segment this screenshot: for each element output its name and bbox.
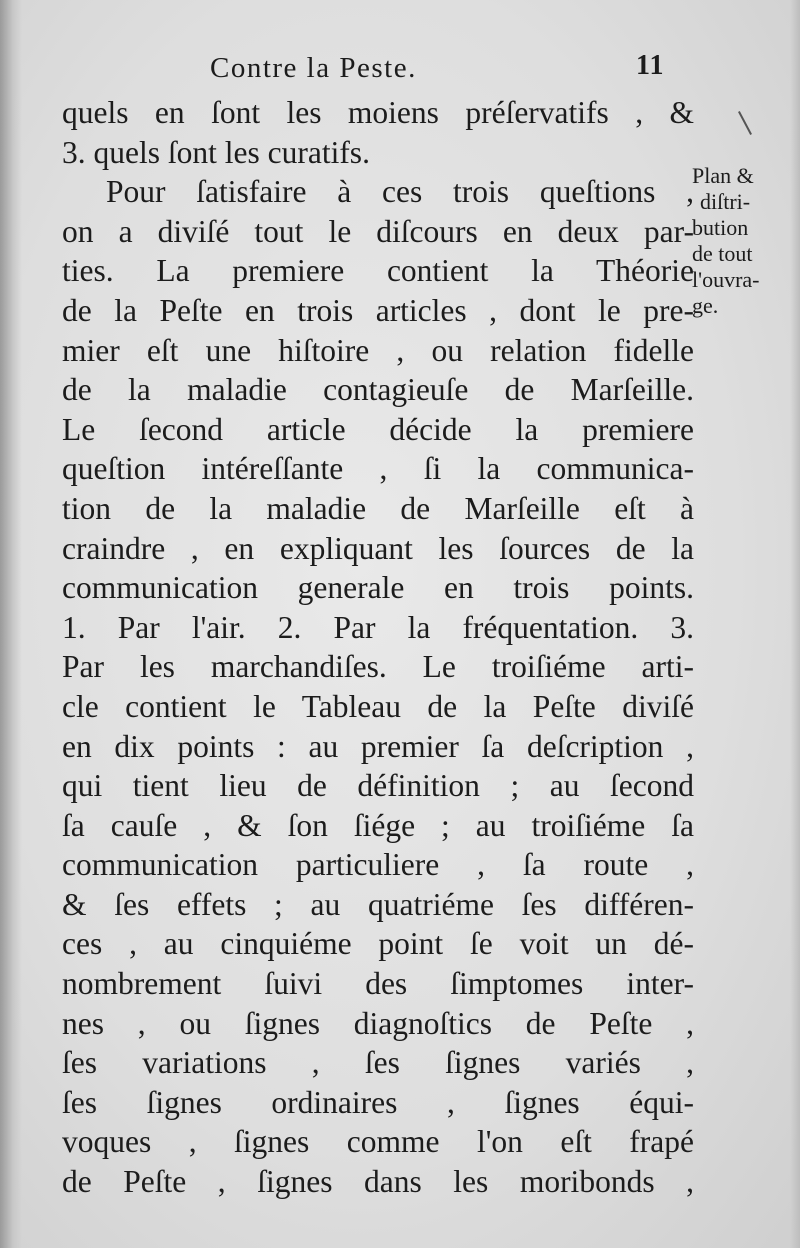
margin-note-line: de tout <box>692 241 753 266</box>
text-line: ſes ſignes ordinaires , ſignes équi- <box>62 1084 694 1120</box>
text-line: on a diviſé tout le diſcours en deux par- <box>62 213 694 249</box>
text-line: communication generale en trois points. <box>62 570 694 606</box>
text-line: de la Peſte en trois articles , dont le pre- <box>62 292 694 328</box>
text-line: quels en ſont les moiens préſervatifs , & <box>62 95 694 130</box>
page-number: 11 <box>636 50 665 81</box>
text-line: cle contient le Tableau de la Peſte diviſé <box>62 688 694 724</box>
margin-note-line: l'ouvra- <box>692 267 760 292</box>
text-line: nombrement ſuivi des ſimptomes inter- <box>62 966 694 1002</box>
running-head: Contre la Peste. <box>210 52 417 84</box>
text-line: ces , au cinquiéme point ſe voit un dé- <box>62 926 694 962</box>
text-line: & ſes effets ; au quatriéme ſes différen- <box>62 886 694 922</box>
margin-note-line: Plan & <box>692 163 754 188</box>
text-line: communication particuliere , ſa route , <box>62 847 694 883</box>
margin-note <box>692 163 796 319</box>
text-line: craindre , en expliquant les ſources de la <box>62 530 694 566</box>
text-line: queſtion intéreſſante , ſi la communica- <box>62 451 694 487</box>
margin-note-line: diſtri- <box>700 189 751 214</box>
text-line: nes , ou ſignes diagnoſtics de Peſte , <box>62 1005 694 1041</box>
body-text <box>62 93 694 1202</box>
text-line: en dix points : au premier ſa deſcription , <box>62 728 694 764</box>
text-line: Par les marchandiſes. Le troiſiéme arti- <box>62 649 694 685</box>
text-line: 1. Par l'air. 2. Par la fréquentation. 3. <box>62 609 694 645</box>
text-line: ſes variations , ſes ſignes variés , <box>62 1045 694 1081</box>
text-line: qui tient lieu de définition ; au ſecond <box>62 768 694 804</box>
text-line: voques , ſignes comme l'on eſt frapé <box>62 1124 694 1160</box>
text-line: ſa cauſe , & ſon ſiége ; au troiſiéme ſa <box>62 807 694 843</box>
margin-note-line: ge. <box>692 293 719 318</box>
text-line: ties. La premiere contient la Théorie <box>62 253 694 289</box>
margin-note-line: bution <box>692 215 749 240</box>
page-gutter-shadow <box>0 0 22 1248</box>
text-line: 3. quels ſont les curatifs. <box>62 134 370 170</box>
text-line: tion de la maladie de Marſeille eſt à <box>62 490 694 526</box>
text-line: de la maladie contagieuſe de Marſeille. <box>62 372 694 408</box>
text-line: mier eſt une hiſtoire , ou relation fidelle <box>62 332 694 368</box>
text-line: Pour ſatisfaire à ces trois queſtions , <box>106 174 694 210</box>
text-line: de Peſte , ſignes dans les moribonds , <box>62 1164 694 1200</box>
text-line: Le ſecond article décide la premiere <box>62 411 694 447</box>
margin-mark <box>738 111 752 135</box>
